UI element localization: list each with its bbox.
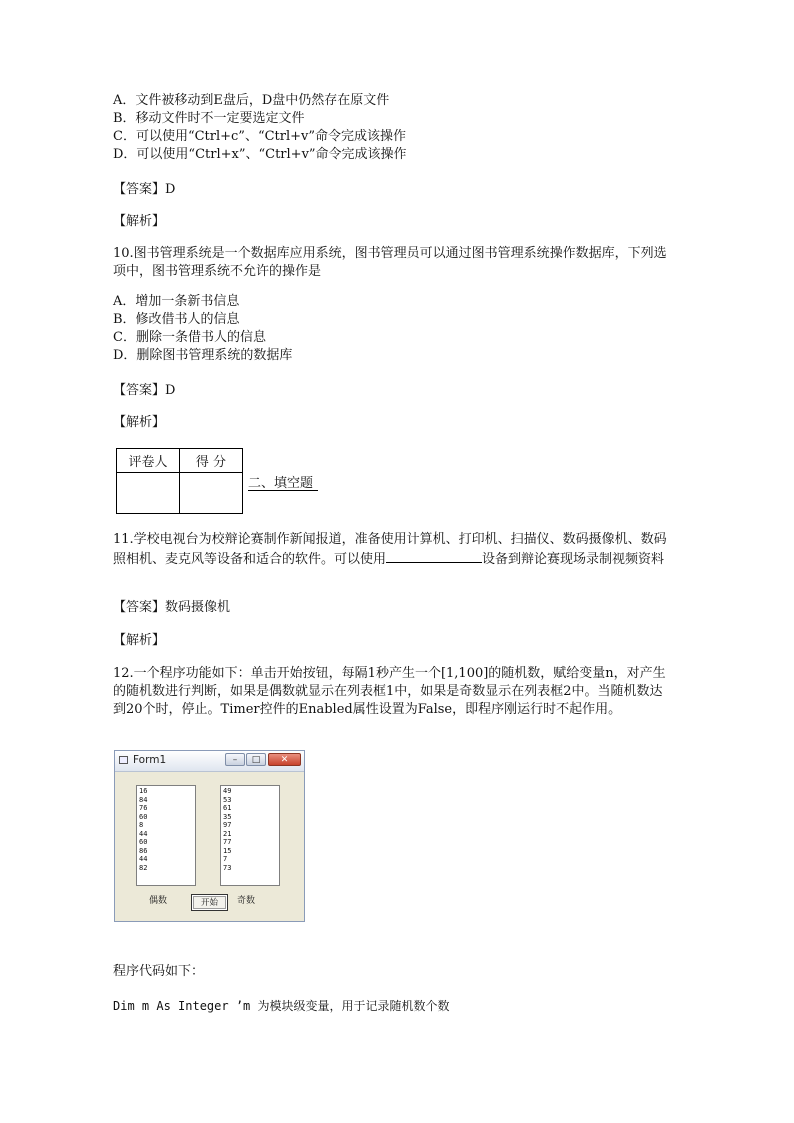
list-item: 97 bbox=[223, 821, 232, 829]
code-intro: 程序代码如下： bbox=[113, 964, 205, 979]
section-underline bbox=[248, 490, 318, 491]
list-item: 44 bbox=[139, 855, 148, 863]
even-caption: 偶数 bbox=[149, 896, 168, 906]
odd-caption: 奇数 bbox=[237, 896, 256, 906]
q10-analysis: 【解析】 bbox=[113, 415, 166, 430]
q10-option-d: D．删除图书管理系统的数据库 bbox=[113, 348, 293, 363]
list-item: 7 bbox=[223, 855, 228, 863]
list-item: 16 bbox=[139, 787, 148, 795]
score-header-score: 得 分 bbox=[180, 449, 243, 473]
form1-titlebar bbox=[115, 751, 304, 772]
q10-answer: 【答案】D bbox=[113, 383, 176, 398]
list-item: 15 bbox=[223, 846, 232, 855]
list-item: 76 bbox=[139, 804, 148, 812]
list-item: 35 bbox=[223, 812, 232, 821]
form1-window bbox=[114, 750, 305, 922]
form1-title: Form1 bbox=[133, 754, 167, 766]
even-listbox[interactable] bbox=[136, 785, 196, 886]
section-title: 二、填空题 bbox=[248, 476, 314, 491]
score-header-grader: 评卷人 bbox=[117, 449, 180, 473]
q11-analysis: 【解析】 bbox=[113, 633, 166, 648]
start-button[interactable]: 开始 bbox=[191, 894, 228, 911]
list-item: 60 bbox=[139, 812, 148, 821]
q9-option-a: A．文件被移动到E盘后，D盘中仍然存在原文件 bbox=[113, 93, 390, 108]
q11-stem-after: 设备到辩论赛现场录制视频资料 bbox=[482, 552, 665, 567]
list-item: 8 bbox=[139, 821, 144, 829]
q9-answer: 【答案】D bbox=[113, 182, 176, 197]
list-item: 84 bbox=[139, 795, 148, 804]
maximize-icon[interactable]: □ bbox=[246, 753, 266, 766]
score-table bbox=[116, 448, 243, 514]
q10-stem: 10.图书管理系统是一个数据库应用系统，图书管理员可以通过图书管理系统操作数据库，下列选项中，图书管理系统不允许的操作是 bbox=[113, 246, 667, 279]
list-item: 61 bbox=[223, 804, 232, 812]
q9-option-d: D．可以使用“Ctrl+x”、“Ctrl+v”命令完成该操作 bbox=[113, 147, 407, 162]
score-cell-grader bbox=[117, 473, 180, 514]
form-icon bbox=[119, 756, 128, 764]
q10-option-b: B．修改借书人的信息 bbox=[113, 312, 240, 327]
q11-stem bbox=[113, 531, 675, 569]
list-item: 77 bbox=[223, 838, 232, 846]
q10-option-c: C．删除一条借书人的信息 bbox=[113, 330, 266, 345]
q11-stem-before: 11.学校电视台为校辩论赛制作新闻报道，准备使用计算机、打印机、扫描仪、数码摄像机、数码照相机、麦克风等设备和适合的软件。可以使用 bbox=[113, 532, 667, 567]
q10-option-a: A．增加一条新书信息 bbox=[113, 294, 240, 309]
list-item: 82 bbox=[139, 863, 148, 872]
list-item: 86 bbox=[139, 846, 148, 855]
odd-listbox[interactable] bbox=[220, 785, 280, 886]
q11-blank bbox=[386, 549, 482, 563]
close-icon[interactable]: ✕ bbox=[268, 753, 301, 766]
list-item: 44 bbox=[139, 829, 148, 838]
q9-analysis: 【解析】 bbox=[113, 214, 166, 229]
q9-option-b: B．移动文件时不一定要选定文件 bbox=[113, 111, 305, 126]
list-item: 60 bbox=[139, 838, 148, 846]
list-item: 49 bbox=[223, 787, 232, 795]
code-line-1: Dim m As Integer ’m 为模块级变量，用于记录随机数个数 bbox=[113, 999, 450, 1013]
minimize-icon[interactable]: – bbox=[225, 753, 245, 766]
score-cell-score bbox=[180, 473, 243, 514]
list-item: 53 bbox=[223, 795, 232, 804]
list-item: 21 bbox=[223, 829, 232, 838]
q11-answer: 【答案】数码摄像机 bbox=[113, 600, 231, 615]
q12-stem: 12.一个程序功能如下：单击开始按钮，每隔1秒产生一个[1,100]的随机数，赋给变量n，对产生的随机数进行判断，如果是偶数就显示在列表框1中，如果是奇数显示在列表框2中。当随机数达到20个时，停止。Timer控件的Enabled属性设置为False，即程序刚运行时不起作用。 bbox=[113, 666, 666, 717]
list-item: 73 bbox=[223, 863, 232, 872]
q9-option-c: C．可以使用“Ctrl+c”、“Ctrl+v”命令完成该操作 bbox=[113, 129, 407, 144]
